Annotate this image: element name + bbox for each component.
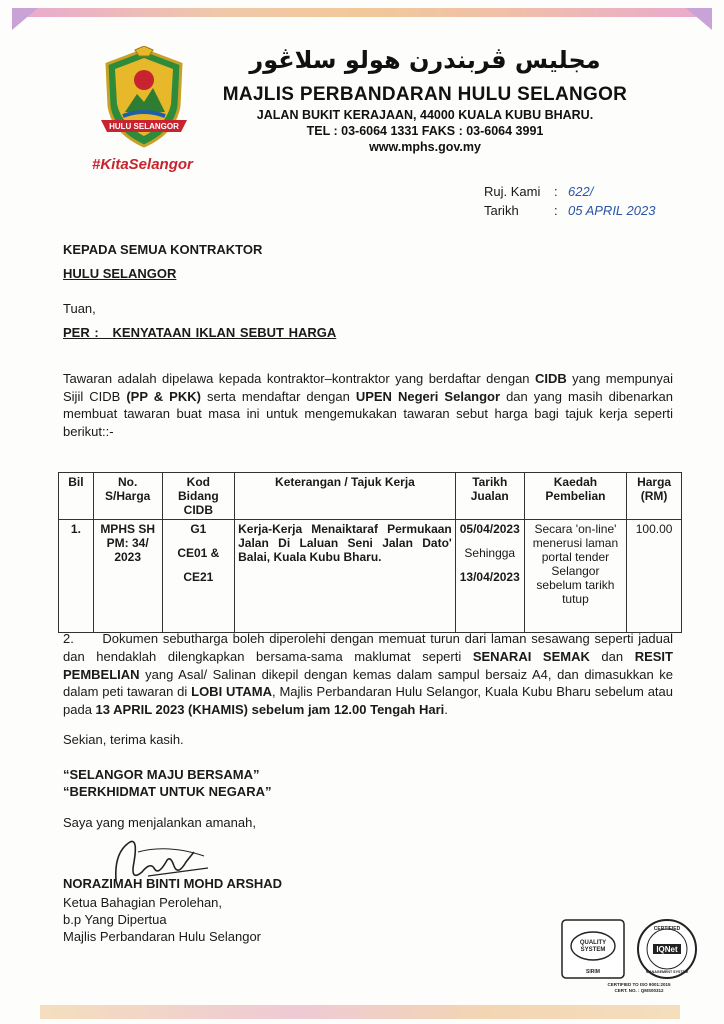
paragraph-1: Tawaran adalah dipelawa kepada kontraktor–kontraktor yang berdaftar dengan CIDB yang mempunyai Sijil CIDB (PP & PKK) serta mendaftar dengan UPEN Negeri Selangor dan yang masih dibenarkan membuat tawaran buat masa ini untuk mengemukakan tawaran sebut harga bagi tajuk kerja seperti berikut::-	[63, 371, 673, 439]
signer-name: NORAZIMAH BINTI MOHD ARSHAD	[63, 876, 283, 891]
table-row	[59, 520, 682, 633]
date-colon: :	[554, 203, 558, 218]
signer-title-1: Ketua Bahagian Perolehan,	[63, 895, 223, 910]
recipient-line-2: HULU SELANGOR	[63, 266, 177, 281]
motto-block	[63, 766, 271, 800]
motto-line-2: “BERKHIDMAT UNTUK NEGARA”	[63, 784, 272, 799]
header-kod: Kod Bidang CIDB	[162, 473, 235, 520]
date-label: Tarikh	[484, 203, 519, 218]
closing-line: Sekian, terima kasih.	[63, 732, 184, 747]
top-decor-band	[12, 0, 712, 30]
svg-text:SYSTEM: SYSTEM	[580, 947, 606, 953]
date-value: 05 APRIL 2023	[568, 203, 656, 218]
council-crest-logo	[95, 46, 193, 150]
ref-value: 622/	[568, 184, 594, 199]
tender-table	[58, 472, 682, 633]
cell-bil: 1.	[59, 520, 94, 633]
org-website[interactable]: www.mphs.gov.my	[369, 140, 481, 154]
salutation: Tuan,	[63, 301, 96, 316]
header-tarikh: Tarikh Jualan	[455, 473, 524, 520]
ref-label: Ruj. Kami	[484, 184, 541, 199]
header-no: No. S/Harga	[93, 473, 162, 520]
svg-text:SIRIM: SIRIM	[586, 969, 600, 975]
signer-title-3: Majlis Perbandaran Hulu Selangor	[63, 929, 262, 944]
signer-title-2: b.p Yang Dipertua	[63, 912, 167, 927]
brand-hashtag: #KitaSelangor	[92, 156, 193, 173]
recipient-line-1: KEPADA SEMUA KONTRAKTOR	[63, 242, 263, 257]
logo-ribbon-text: HULU SELANGOR	[109, 122, 179, 131]
cell-harga: 100.00	[627, 520, 682, 633]
cell-kod: G1 CE01 & CE21	[162, 520, 235, 633]
cell-keterangan: Kerja-Kerja Menaiktaraf Permukaan Jalan Di Laluan Seni Jalan Dato' Balai, Kuala Kubu Bharu.	[235, 520, 456, 633]
org-address: JALAN BUKIT KERAJAAN, 44000 KUALA KUBU BHARU.	[256, 108, 594, 122]
reference-block	[484, 182, 655, 220]
quality-system-badge	[560, 918, 626, 980]
motto-line-1: “SELANGOR MAJU BERSAMA”	[63, 767, 260, 782]
iqnet-badge	[636, 918, 698, 980]
org-name: MAJLIS PERBANDARAN HULU SELANGOR	[222, 84, 628, 105]
svg-text:CERTIFIED: CERTIFIED	[653, 926, 681, 932]
bottom-decor-band	[40, 1005, 680, 1019]
svg-text:QUALITY: QUALITY	[579, 940, 607, 946]
amanah-line: Saya yang menjalankan amanah,	[63, 815, 256, 830]
ref-colon: :	[554, 184, 558, 199]
signer-titles	[63, 894, 261, 945]
header-keterangan: Keterangan / Tajuk Kerja	[235, 473, 456, 520]
cell-kaedah: Secara 'on-line' menerusi laman portal tender Selangor sebelum tarikh tutup	[524, 520, 626, 633]
cell-no: MPHS SH PM: 34/ 2023	[93, 520, 162, 633]
header-bil: Bil	[59, 473, 94, 520]
cell-tarikh: 05/04/2023 Sehingga 13/04/2023	[455, 520, 524, 633]
org-name-jawi: مجليس ڤربندرن هولو سلاڠور	[249, 46, 601, 74]
org-phone-fax: TEL : 03-6064 1331 FAKS : 03-6064 3991	[306, 124, 544, 138]
table-header-row	[59, 473, 682, 520]
paragraph-2: 2. Dokumen sebutharga boleh diperolehi dengan memuat turun dari laman sesawang seperti jadual dan hendaklah dilengkapkan bersama-sama maklumat seperti SENARAI SEMAK dan RESIT PEMBELIAN yang Asal/ Salinan dikepil dengan kemas dalam sampul bersaiz A4, dan dimasukkan ke dalam peti tawaran di LOBI UTAMA, Majlis Perbandaran Hulu Selangor, Kuala Kubu Bharu sebelum atau pada 13 APRIL 2023 (KHAMIS) sebelum jam 12.00 Tengah Hari.	[63, 631, 677, 718]
subject-line: PER : KENYATAAN IKLAN SEBUT HARGA	[63, 325, 337, 340]
recipient-block	[63, 238, 262, 286]
header-harga: Harga (RM)	[627, 473, 682, 520]
certification-caption: CERTIFIED TO ISO 9001:2015 CERT. NO. : QMS00312	[607, 982, 671, 993]
svg-text:MANAGEMENT SYSTEM: MANAGEMENT SYSTEM	[646, 970, 688, 974]
svg-text:IQNet: IQNet	[656, 945, 678, 954]
header-kaedah: Kaedah Pembelian	[524, 473, 626, 520]
